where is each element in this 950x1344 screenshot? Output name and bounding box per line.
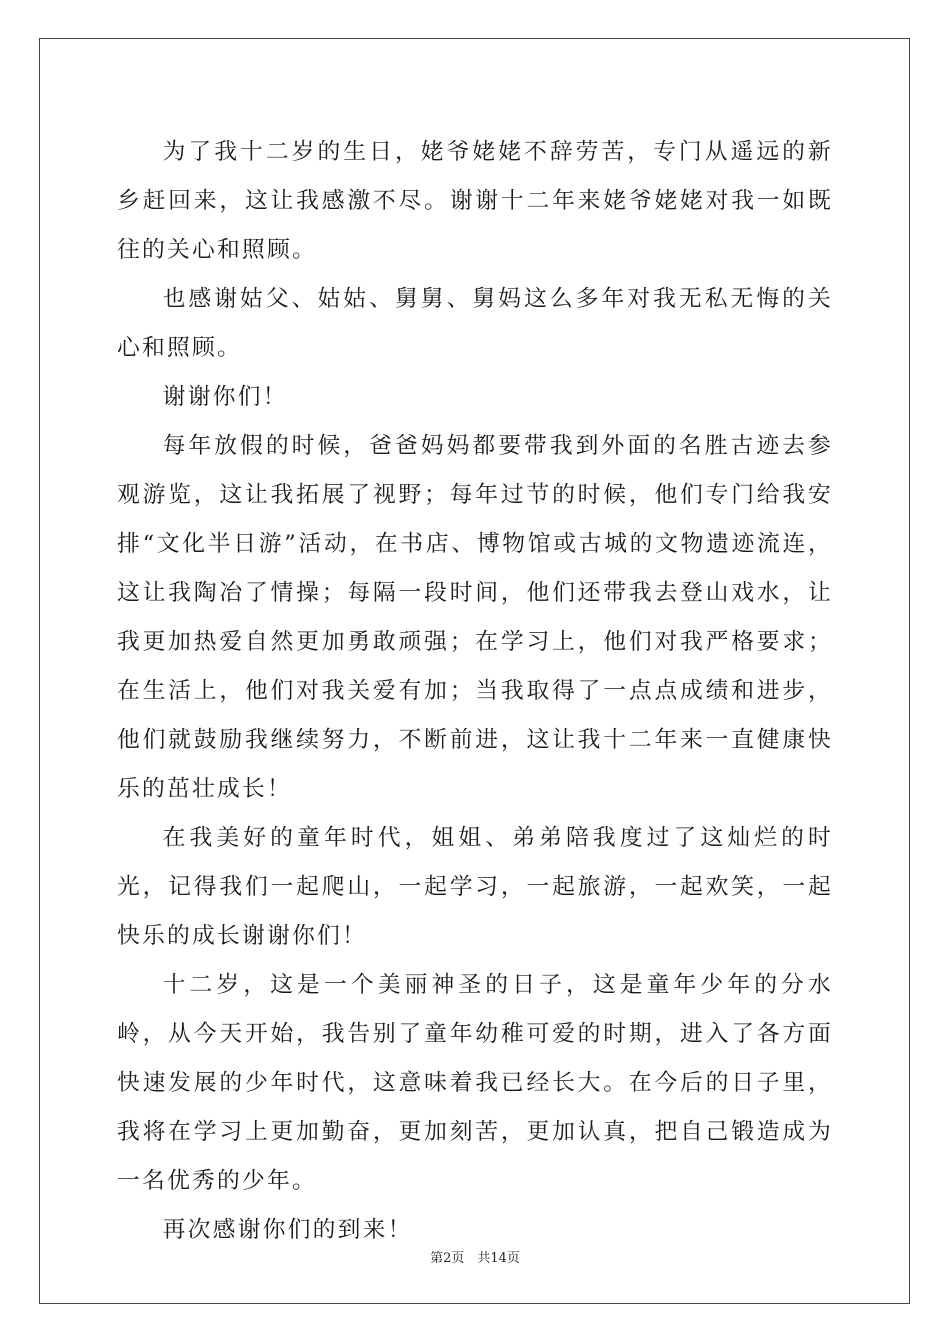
- paragraph: 每年放假的时候，爸爸妈妈都要带我到外面的名胜古迹去参观游览，这让我拓展了视野；每年过节的时候，他们专门给我安排“文化半日游”活动，在书店、博物馆或古城的文物遗迹流连，这让我陶冶了情操；每隔一段时间，他们还带我去登山戏水，让我更加热爱自然更加勇敢顽强；在学习上，他们对我严格要求；在生活上，他们对我关爱有加；当我取得了一点点成绩和进步，他们就鼓励我继续努力，不断前进，这让我十二年来一直健康快乐的茁壮成长！: [117, 433, 833, 802]
- paragraph: 十二岁，这是一个美丽神圣的日子，这是童年少年的分水岭，从今天开始，我告别了童年幼稚可爱的时期，进入了各方面快速发展的少年时代，这意味着我已经长大。在今后的日子里，我将在学习上更加勤奋，更加刻苦，更加认真，把自己锻造成为一名优秀的少年。: [117, 972, 833, 1194]
- document-body: [117, 128, 833, 1255]
- paragraph: 也感谢姑父、姑姑、舅舅、舅妈这么多年对我无私无悔的关心和照顾。: [117, 286, 833, 361]
- paragraph: 为了我十二岁的生日，姥爷姥姥不辞劳苦，专门从遥远的新乡赶回来，这让我感激不尽。谢谢十二年来姥爷姥姥对我一如既往的关心和照顾。: [117, 139, 833, 263]
- paragraph: 在我美好的童年时代，姐姐、弟弟陪我度过了这灿烂的时光，记得我们一起爬山，一起学习，一起旅游，一起欢笑，一起快乐的成长谢谢你们！: [117, 825, 833, 949]
- page-number-footer: 第2页 共14页: [430, 1251, 520, 1266]
- paragraph: 谢谢你们！: [162, 384, 288, 410]
- paragraph: 再次感谢你们的到来！: [162, 1217, 413, 1243]
